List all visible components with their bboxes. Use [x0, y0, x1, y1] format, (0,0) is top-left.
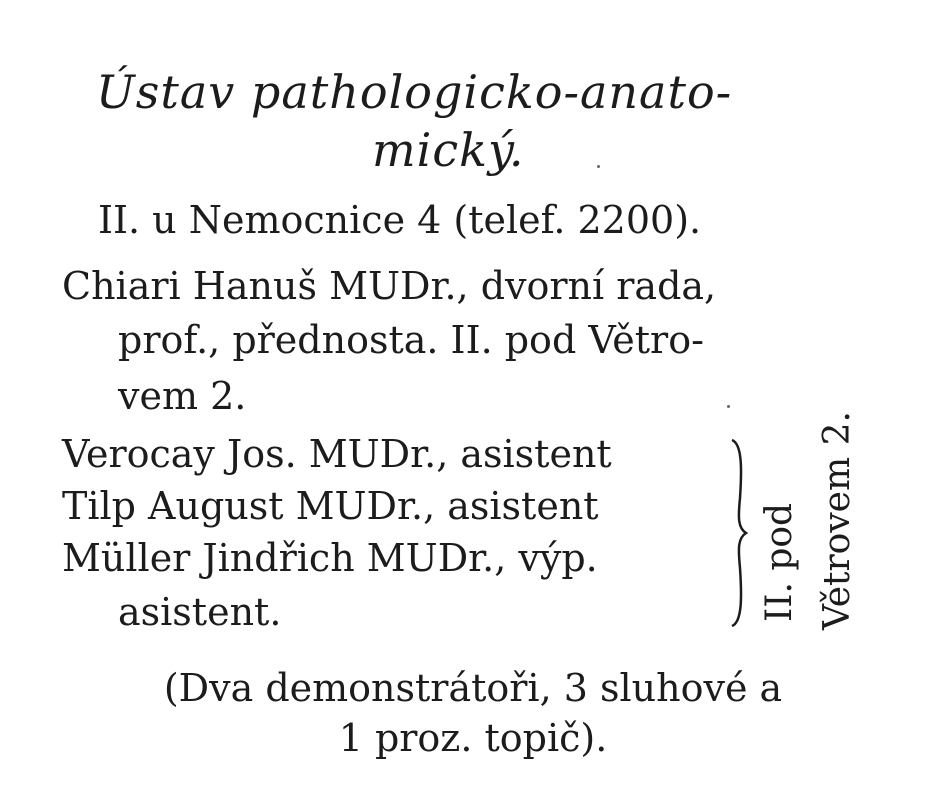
- head-entry-line3: vem 2.: [118, 374, 247, 418]
- staff-entry-2: Tilp August MUDr., asistent: [62, 484, 599, 528]
- staff-entry-3: Müller Jindřich MUDr., výp.: [62, 536, 598, 580]
- section-heading-line1: Ústav pathologicko-anato-: [96, 65, 733, 119]
- staff-entry-1: Verocay Jos. MUDr., asistent: [62, 432, 612, 476]
- section-heading-line2: mický.: [372, 123, 525, 177]
- shared-address-line1: II. pod: [759, 502, 800, 622]
- print-speck: [597, 165, 600, 168]
- staff-entry-3-continued: asistent.: [118, 590, 282, 634]
- institute-address: II. u Nemocnice 4 (telef. 2200).: [98, 198, 702, 242]
- shared-address-line2: Větrovem 2.: [817, 411, 858, 630]
- footnote-line2: 1 proz. topič).: [338, 716, 608, 760]
- head-entry-line1: Chiari Hanuš MUDr., dvorní rada,: [62, 264, 717, 308]
- footnote-line1: (Dva demonstrátoři, 3 sluhové a: [163, 666, 783, 710]
- grouping-brace: [728, 438, 750, 628]
- print-speck: [727, 405, 730, 408]
- head-entry-line2: prof., přednosta. II. pod Větro-: [118, 318, 704, 362]
